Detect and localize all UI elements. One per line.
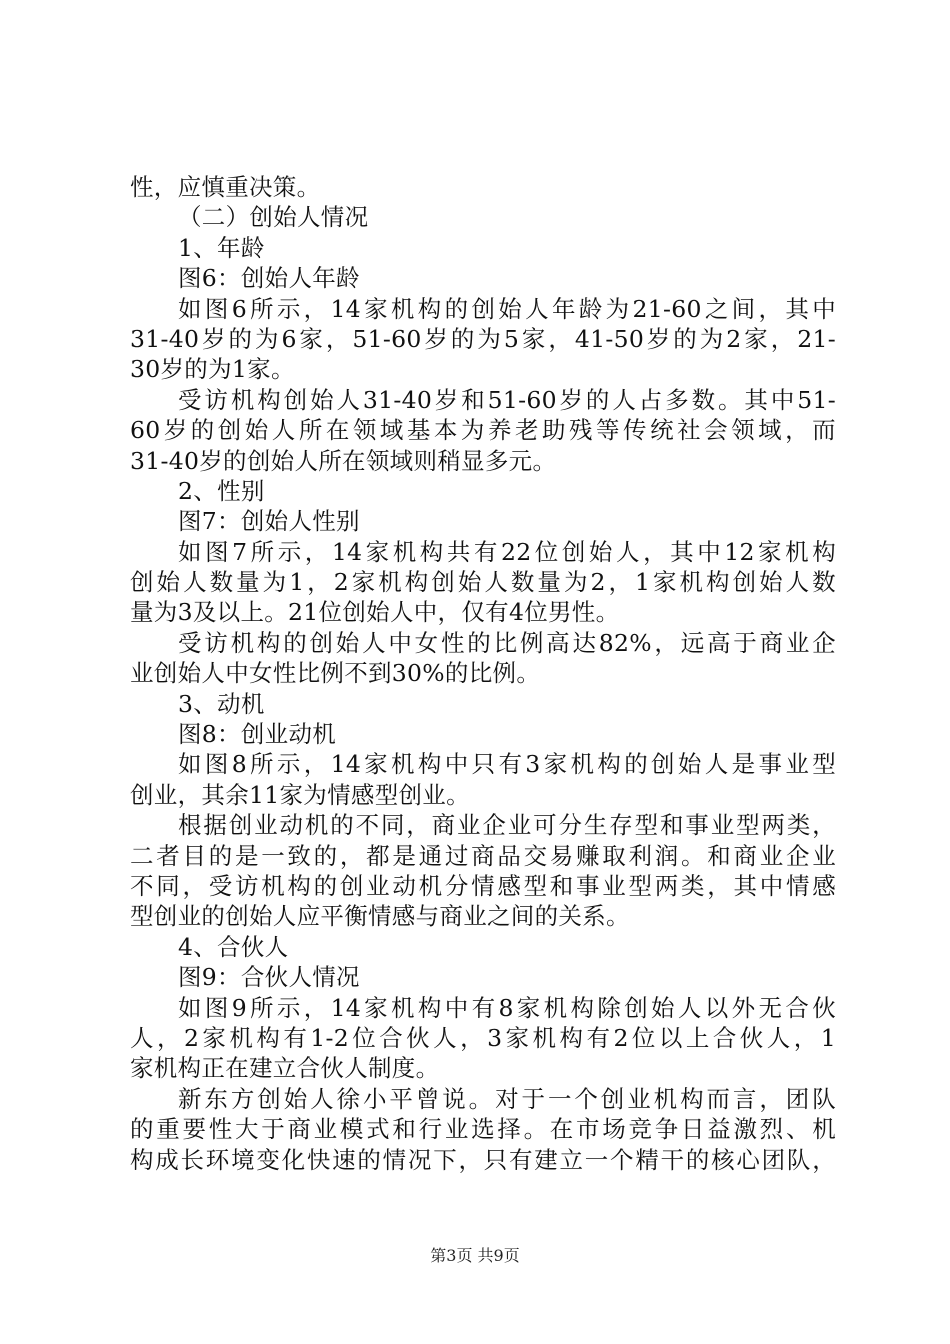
text-line: 受访机构的创始人中女性的比例高达82%，远高于商业企	[178, 628, 836, 657]
text-line: 60岁的创始人所在领域基本为养老助残等传统社会领域，而	[130, 416, 836, 445]
text-line: 构成长环境变化快速的情况下，只有建立一个精干的核心团队，	[130, 1145, 836, 1174]
text-line: 图7：创始人性别	[178, 507, 360, 536]
text-line: 图9：合伙人情况	[178, 963, 360, 992]
text-line: 如图7所示，14家机构共有22位创始人，其中12家机构	[178, 537, 836, 566]
text-line: 的重要性大于商业模式和行业选择。在市场竞争日益激烈、机	[130, 1115, 836, 1144]
text-line: 创始人数量为1，2家机构创始人数量为2，1家机构创始人数	[130, 568, 836, 597]
text-line: 不同，受访机构的创业动机分情感型和事业型两类，其中情感	[130, 871, 836, 900]
page-footer	[0, 1246, 950, 1266]
text-line: 4、合伙人	[178, 932, 289, 961]
text-line: 如图8所示，14家机构中只有3家机构的创始人是事业型	[178, 750, 836, 779]
text-line: 31-40岁的为6家，51-60岁的为5家，41-50岁的为2家，21-	[130, 324, 836, 353]
text-line: （二）创始人情况	[178, 203, 369, 232]
text-line: 受访机构创始人31-40岁和51-60岁的人占多数。其中51-	[178, 385, 836, 414]
text-line: 如图6所示，14家机构的创始人年龄为21-60之间，其中	[178, 294, 836, 323]
text-line: 业创始人中女性比例不到30%的比例。	[130, 659, 541, 688]
text-line: 量为3及以上。21位创始人中，仅有4位男性。	[130, 598, 620, 627]
text-line: 新东方创始人徐小平曾说。对于一个创业机构而言，团队	[178, 1084, 836, 1113]
text-line: 性，应慎重决策。	[130, 173, 321, 201]
text-line: 创业，其余11家为情感型创业。	[130, 780, 470, 809]
text-line: 31-40岁的创始人所在领域则稍显多元。	[130, 446, 557, 475]
text-line: 图6：创始人年龄	[178, 264, 360, 293]
page-number-label: 第3页 共9页	[430, 1246, 520, 1265]
text-line: 1、年龄	[178, 233, 265, 262]
text-line: 人，2家机构有1-2位合伙人，3家机构有2位以上合伙人，1	[130, 1023, 836, 1052]
text-line: 如图9所示，14家机构中有8家机构除创始人以外无合伙	[178, 993, 836, 1022]
text-line: 型创业的创始人应平衡情感与商业之间的关系。	[130, 902, 630, 931]
text-line: 2、性别	[178, 476, 265, 505]
text-line: 30岁的为1家。	[130, 355, 295, 384]
text-line: 根据创业动机的不同，商业企业可分生存型和事业型两类，	[178, 811, 836, 840]
text-line: 3、动机	[178, 689, 265, 718]
text-line: 家机构正在建立合伙人制度。	[130, 1054, 440, 1083]
text-line: 二者目的是一致的，都是通过商品交易赚取利润。和商业企业	[130, 841, 836, 870]
document-body	[130, 172, 836, 1175]
text-line: 图8：创业动机	[178, 720, 337, 749]
